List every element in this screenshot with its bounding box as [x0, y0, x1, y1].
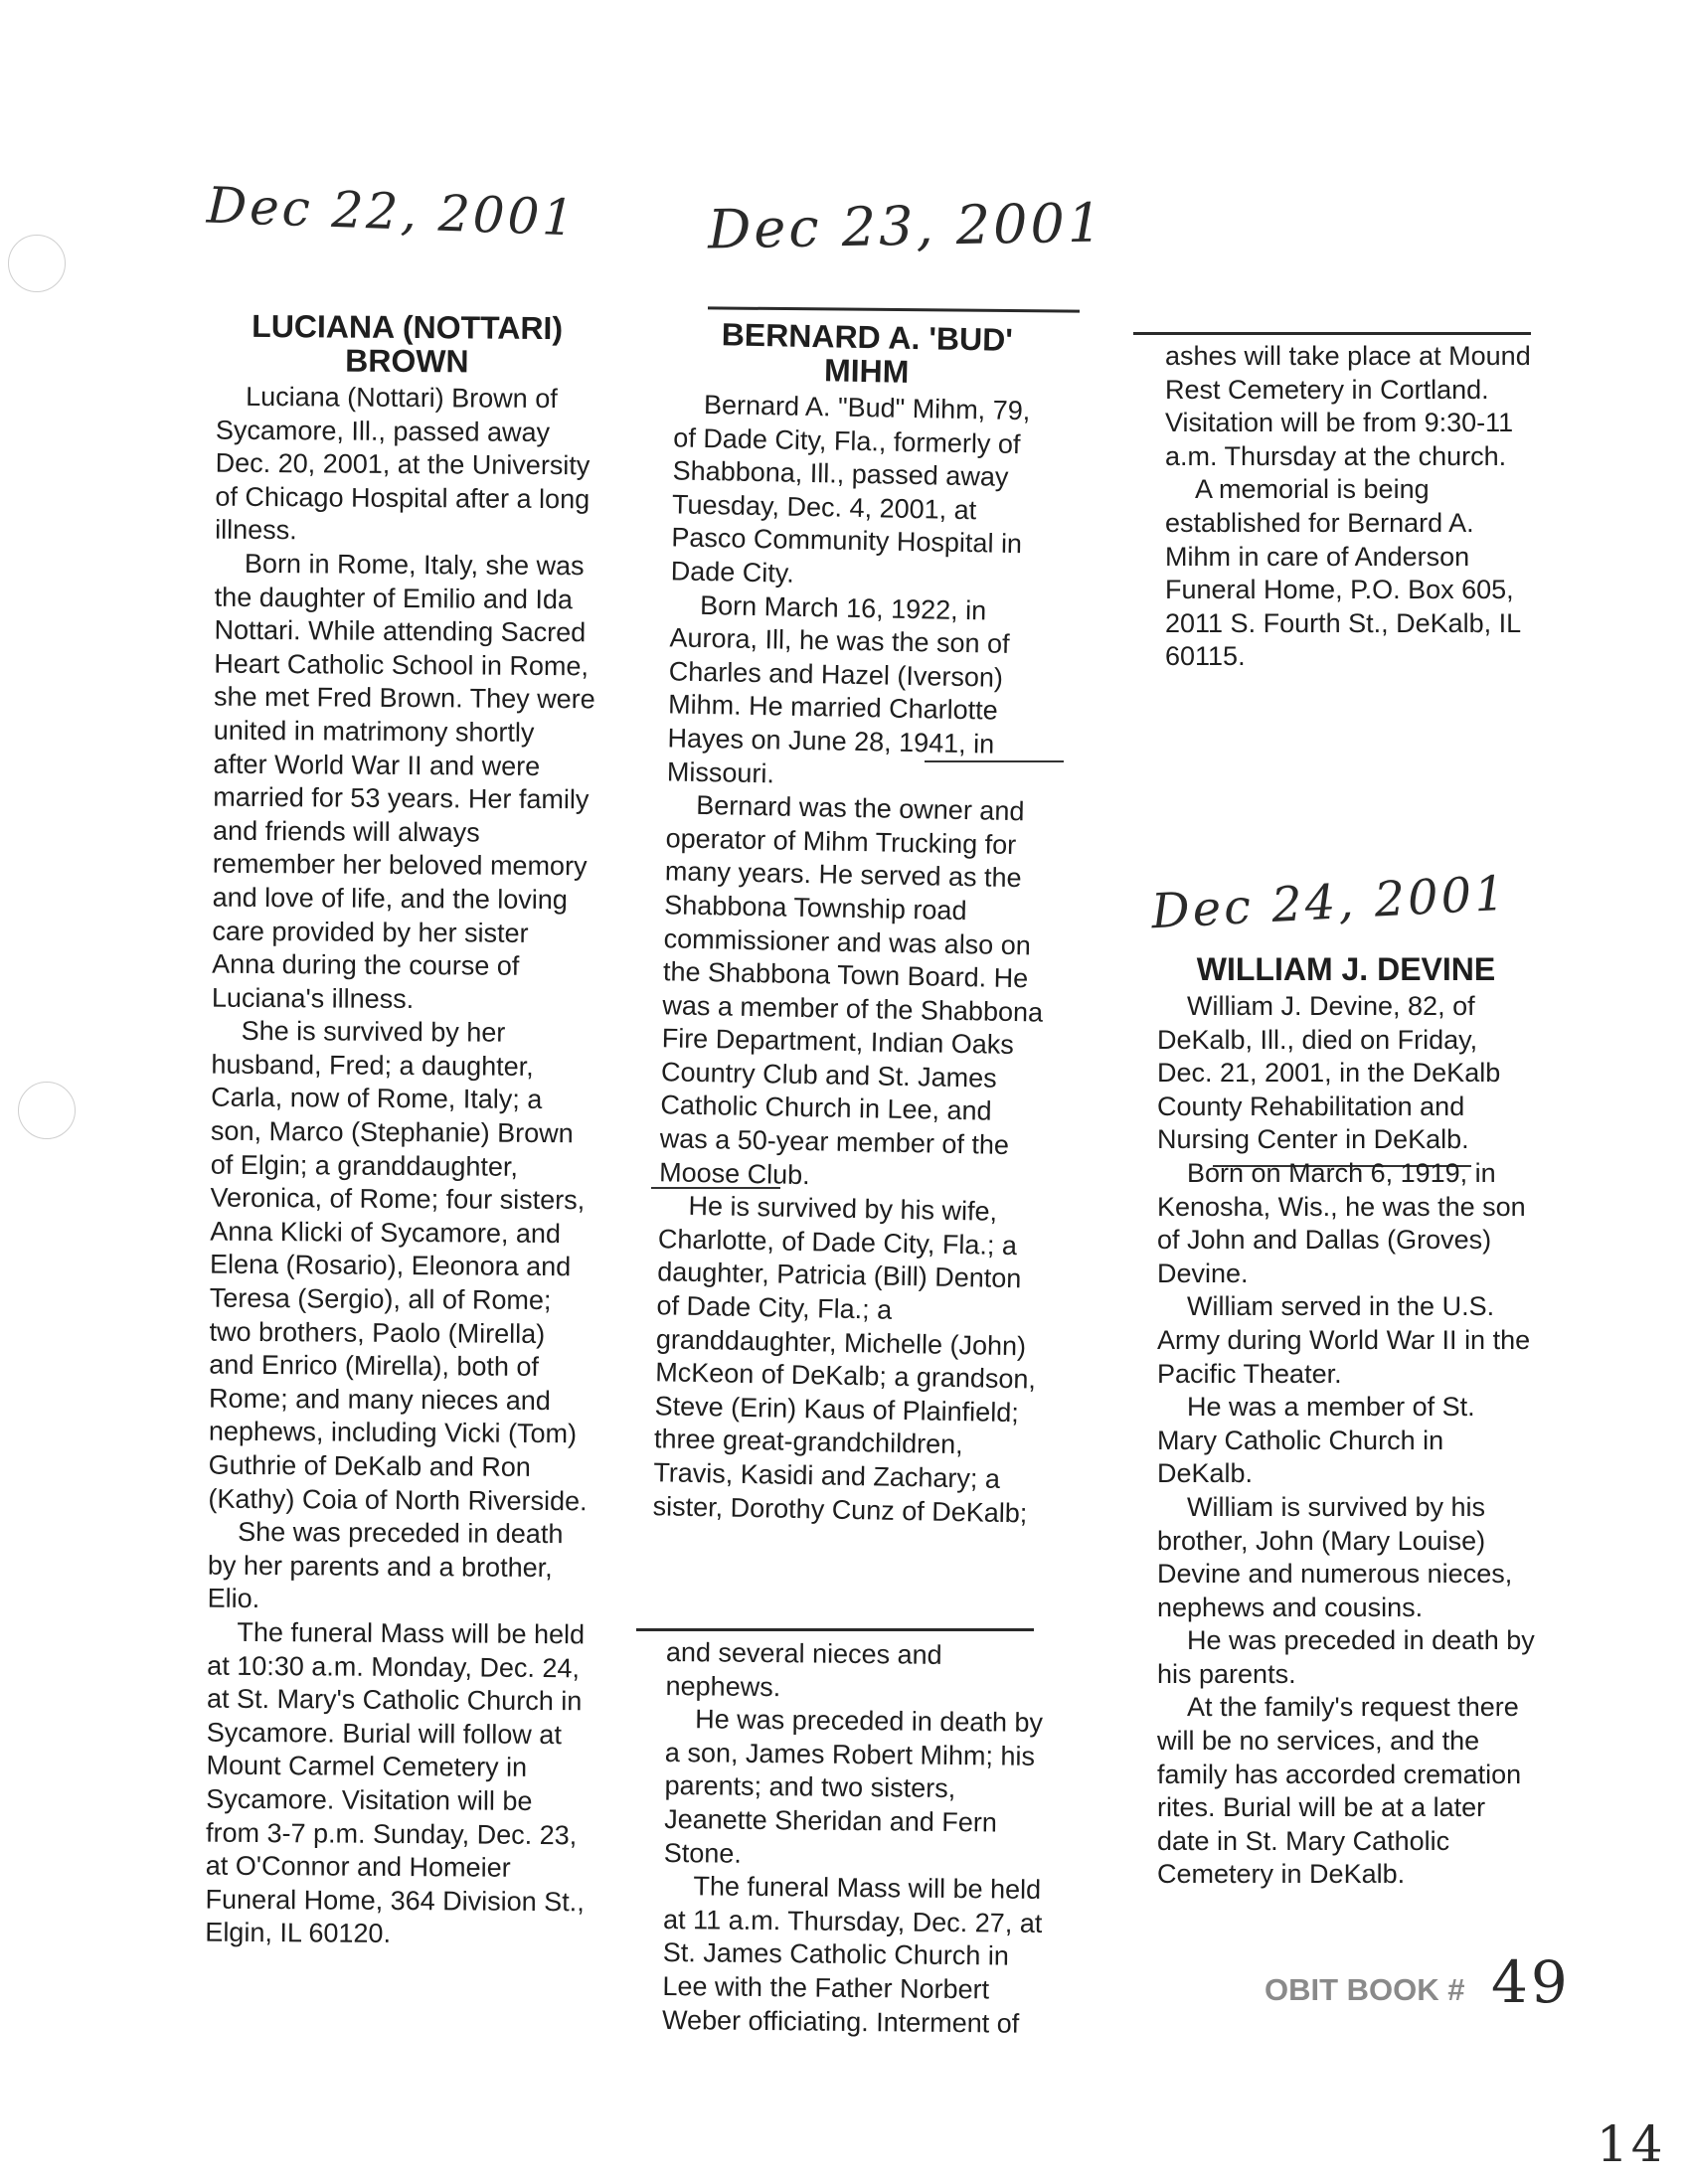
obituary-mihm-continued — [662, 1636, 1050, 2041]
handwritten-date-2: Dec 23, 2001 — [707, 191, 1105, 261]
obit-book-stamp: OBIT BOOK # — [1265, 1972, 1465, 2007]
column-rule-middle-top — [708, 306, 1080, 312]
obituary-paragraph: She is survived by her husband, Fred; a daughter, Carla, now of Rome, Italy; a son, Marco (Stephanie) Brown of Elgin; a granddaughter, Veronica, of Rome; four sisters, Anna Klicki of Sycamore, and Elena (Rosario), Eleonora and Teresa (Sergio), all of Rome; two brothers, Paolo (Mirella) and Enrico (Mirella), both of Rome; and many nieces and nephews, including Vicki (Tom) Guthrie of DeKalb and Ron (Kathy) Coia of North Riverside. — [208, 1016, 588, 1516]
obituary-devine — [1157, 952, 1535, 1892]
handwritten-date-1: Dec 22, 2001 — [206, 176, 579, 248]
obituary-paragraph: He was preceded in death by a son, James Robert Mihm; his parents; and two sisters, Jeanette Sheridan and Fern Stone. — [663, 1704, 1044, 1869]
punch-hole-middle — [18, 1082, 76, 1139]
handwritten-page-number: 14 — [1597, 2115, 1666, 2173]
punch-hole-top — [8, 235, 66, 292]
obituary-paragraph: and several nieces and nephews. — [665, 1636, 942, 1702]
obituary-paragraph: A memorial is being established for Bernard A. Mihm in care of Anderson Funeral Home, P.O. Box 605, 2011 S. Fourth St., DeKalb, IL 60115. — [1165, 474, 1521, 672]
obituary-paragraph: Bernard was the owner and operator of Mihm Trucking for many years. He served as the Shabbona Township road commissioner and was also on the Shabbona Town Board. He was a member of the Shabbona Fire Department, Indian Oaks Country Club and St. James Catholic Church in Lee, and was a 50-year member of the Moose Club. — [658, 790, 1044, 1190]
obituary-headline: WILLIAM J. DEVINE — [1196, 951, 1496, 987]
obituary-paragraph: ashes will take place at Mound Rest Cemetery in Cortland. Visitation will be from 9:30-11 a.m. Thursday at the church. — [1165, 341, 1531, 471]
obituary-paragraph: William J. Devine, 82, of DeKalb, Ill., died on Friday, Dec. 21, 2001, in the DeKalb County Rehabilitation and Nursing Center in DeKalb. — [1157, 991, 1501, 1155]
obituary-headline: LUCIANA (NOTTARI) BROWN — [252, 307, 564, 380]
obituary-paragraph: William served in the U.S. Army during World War II in the Pacific Theater. — [1157, 1291, 1531, 1389]
obituary-paragraph: The funeral Mass will be held at 10:30 a.m. Monday, Dec. 24, at St. Mary's Catholic Church in Sycamore. Burial will follow at Mount Carmel Cemetery in Sycamore. Visitation will be from 3-7 p.m. Sunday, Dec. 23, at O'Connor and Homeier Funeral Home, 364 Division St., Elgin, IL 60120. — [205, 1616, 586, 1949]
obituary-paragraph: Luciana (Nottari) Brown of Sycamore, Ill., passed away Dec. 20, 2001, at the University of Chicago Hospital after a long illness. — [215, 381, 591, 546]
obituary-paragraph: He was preceded in death by his parents. — [1157, 1625, 1535, 1689]
column-rule-right-top — [1133, 332, 1531, 335]
column-rule-middle-break — [636, 1628, 1034, 1631]
obituary-paragraph: Born March 16, 1922, in Aurora, Ill, he was the son of Charles and Hazel (Iverson) Mihm. He married Charlotte Hayes on June 28, 1941, in Missouri. — [666, 589, 1010, 788]
obituary-paragraph: Born in Rome, Italy, she was the daughter of Emilio and Ida Nottari. While attending Sacred Heart Catholic School in Rome, she met Fred Brown. They were united in matrimony shortly after World War II and were married for 53 years. Her family and friends will always remember her beloved memory and love of life, and the loving care provided by her sister Anna during the course of Luciana's illness. — [211, 548, 595, 1014]
obituary-paragraph: She was preceded in death by her parents and a brother, Elio. — [207, 1517, 564, 1614]
obituary-paragraph: The funeral Mass will be held at 11 a.m. Thursday, Dec. 27, at St. James Catholic Church in Lee with the Father Norbert Weber officiating. Interment of — [661, 1871, 1043, 2039]
obituary-paragraph: Bernard A. "Bud" Mihm, 79, of Dade City, Fla., formerly of Shabbona, Ill., passed away Tuesday, Dec. 4, 2001, at Pasco Community Hospital in Dade City. — [670, 389, 1031, 588]
obituary-brown — [205, 309, 598, 1953]
obituary-mihm-continued-2 — [1165, 340, 1537, 674]
handwritten-date-3: Dec 24, 2001 — [1149, 865, 1510, 940]
obituary-paragraph: He is survived by his wife, Charlotte, of Dade City, Fla.; a daughter, Patricia (Bill) Denton of Dade City, Fla.; a granddaughter, Michelle (John) McKeon of DeKalb; a grandson, Steve (Erin) Kaus of Plainfield; three great-grandchildren, Travis, Kasidi and Zachary; a sister, Dorothy Cunz of DeKalb; — [652, 1191, 1037, 1529]
obituary-paragraph: William is survived by his brother, John (Mary Louise) Devine and numerous nieces, nephews and cousins. — [1157, 1491, 1513, 1622]
obituary-paragraph: He was a member of St. Mary Catholic Church in DeKalb. — [1157, 1392, 1475, 1489]
obituary-paragraph: Born on March 6, 1919, in Kenosha, Wis., he was the son of John and Dallas (Groves) Devine. — [1157, 1157, 1526, 1288]
obituary-paragraph: At the family's request there will be no services, and the family has accorded cremation rites. Burial will be at a later date in St. Mary Catholic Cemetery in DeKalb. — [1157, 1692, 1522, 1890]
obituary-mihm — [652, 316, 1059, 1530]
handwritten-book-number: 49 — [1491, 1948, 1571, 2016]
obituary-headline: BERNARD A. 'BUD' MIHM — [721, 316, 1014, 390]
